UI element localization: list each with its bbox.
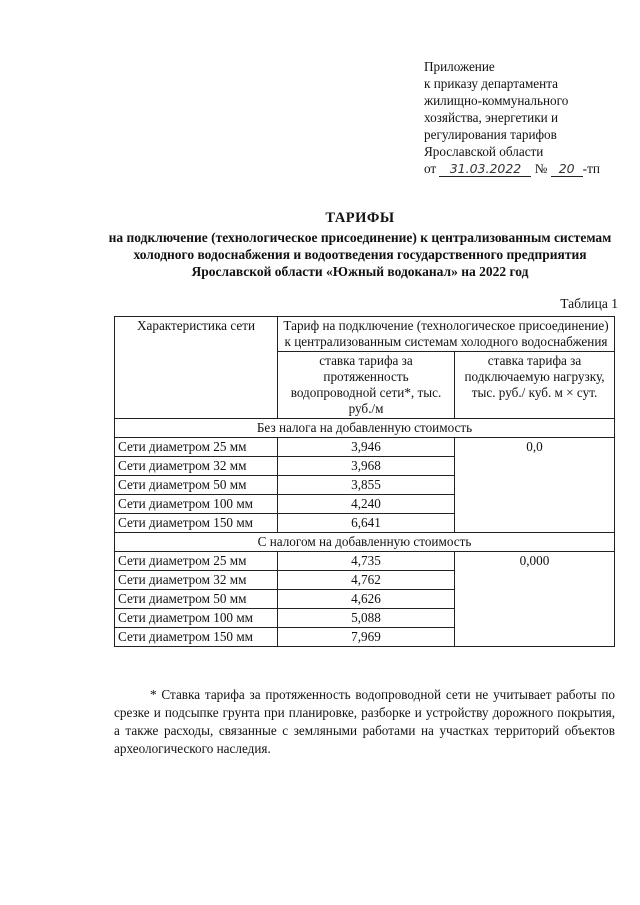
row-name: Сети диаметром 100 мм (115, 609, 278, 628)
number-suffix: -тп (582, 161, 600, 176)
footnote: * Ставка тарифа за протяженность водопроводной сети не учитывает работы по срезке и подсыпке грунта при планировке, разборке и устройству дорожного покрытия, а также расходы, связанные с земляными работами на участках территорий объектов археологического наследия. (114, 687, 615, 756)
row-value: 4,735 (278, 552, 455, 571)
table-header-row (115, 317, 615, 352)
row-name: Сети диаметром 150 мм (115, 514, 278, 533)
row-name: Сети диаметром 32 мм (115, 457, 278, 476)
row-value: 3,855 (278, 476, 455, 495)
section-row (115, 419, 615, 438)
row-name: Сети диаметром 50 мм (115, 590, 278, 609)
row-value: 7,969 (278, 628, 455, 647)
order-number-handwritten: 20 (551, 162, 583, 177)
row-value: 3,968 (278, 457, 455, 476)
appendix-block (424, 58, 634, 177)
header-tariff: Тариф на подключение (технологическое присоединение) к централизованным системам холодного водоснабжения (278, 317, 615, 352)
number-sign: № (534, 161, 548, 176)
row-name: Сети диаметром 100 мм (115, 495, 278, 514)
row-value: 3,946 (278, 438, 455, 457)
section-without-vat: Без налога на добавленную стоимость (115, 419, 615, 438)
date-prefix: от (424, 161, 437, 176)
header-rate-load: ставка тарифа за подключаемую нагрузку, тыс. руб./ куб. м × сут. (455, 352, 615, 419)
row-name: Сети диаметром 25 мм (115, 438, 278, 457)
load-rate-with-vat: 0,000 (455, 552, 615, 647)
appendix-line: жилищно-коммунального (424, 93, 569, 108)
appendix-line: к приказу департамента (424, 76, 558, 91)
appendix-line: Ярославской области (424, 144, 544, 159)
section-row (115, 533, 615, 552)
appendix-line: Приложение (424, 59, 495, 74)
order-date-line (424, 160, 634, 177)
load-rate-without-vat: 0,0 (455, 438, 615, 533)
table-row (115, 438, 615, 457)
order-date-handwritten: 31.03.2022 (439, 162, 531, 177)
header-characteristic: Характеристика сети (115, 317, 278, 419)
document-subtitle: на подключение (технологическое присоединение) к централизованным системам холодного водоснабжения и водоотведения государственного предприятия Ярославской области «Южный водоканал» на 2022 год (108, 230, 612, 279)
header-rate-length: ставка тарифа за протяженность водопроводной сети*, тыс. руб./м (278, 352, 455, 419)
appendix-line: регулирования тарифов (424, 127, 557, 142)
row-value: 6,641 (278, 514, 455, 533)
document-title: ТАРИФЫ (325, 210, 395, 226)
appendix-line: хозяйства, энергетики и (424, 110, 559, 125)
row-value: 5,088 (278, 609, 455, 628)
document-title-block (100, 210, 620, 280)
tariff-table (114, 316, 615, 647)
row-name: Сети диаметром 150 мм (115, 628, 278, 647)
row-name: Сети диаметром 32 мм (115, 571, 278, 590)
table-label: Таблица 1 (560, 296, 618, 311)
row-value: 4,626 (278, 590, 455, 609)
row-value: 4,762 (278, 571, 455, 590)
row-name: Сети диаметром 50 мм (115, 476, 278, 495)
row-name: Сети диаметром 25 мм (115, 552, 278, 571)
table-row (115, 552, 615, 571)
row-value: 4,240 (278, 495, 455, 514)
section-with-vat: С налогом на добавленную стоимость (115, 533, 615, 552)
